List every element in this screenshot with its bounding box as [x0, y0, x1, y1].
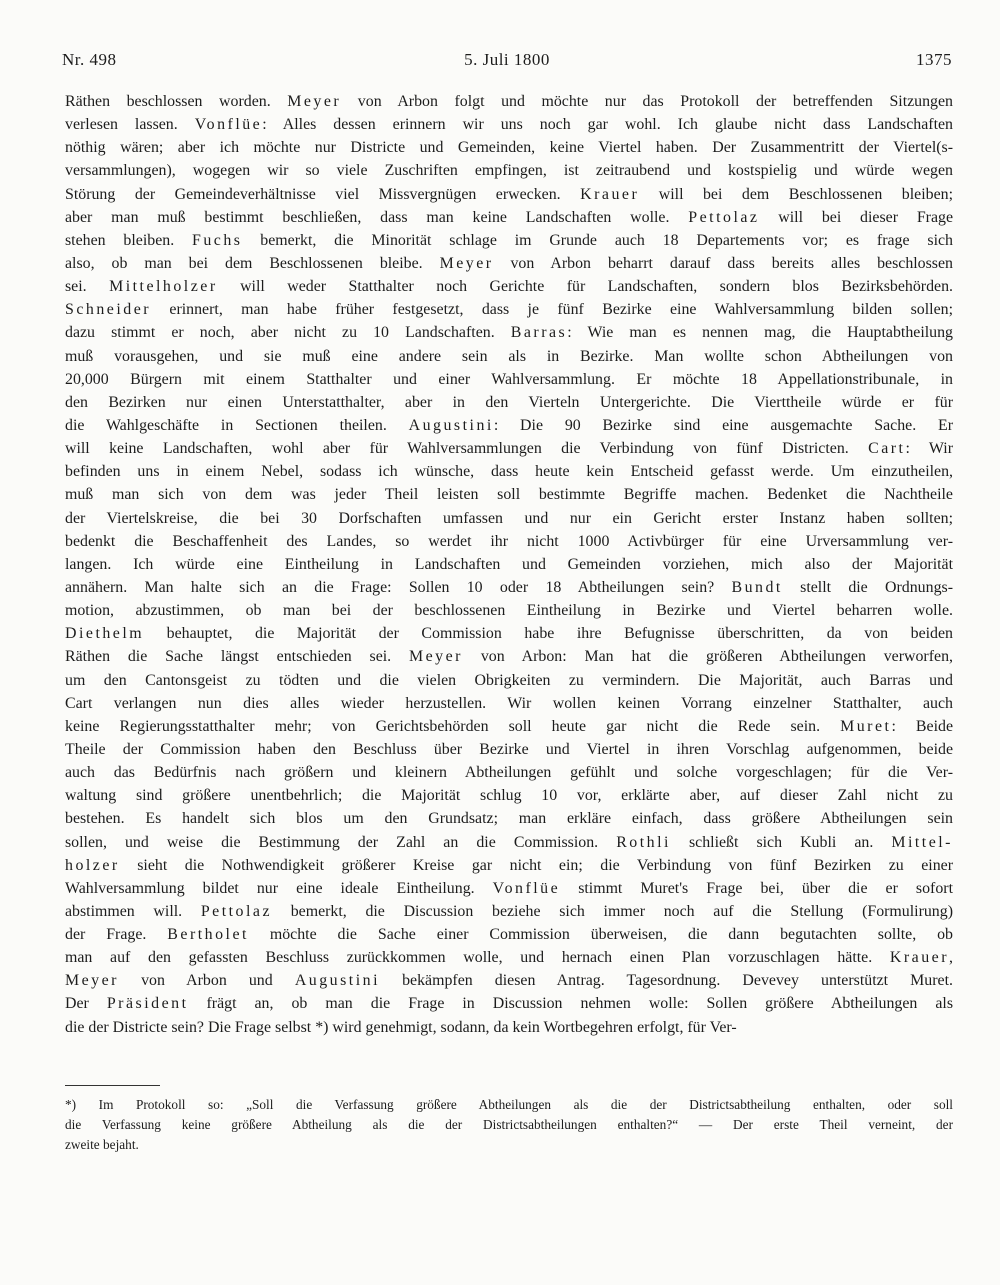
footnote-line: zweite bejaht. — [65, 1137, 139, 1152]
text-segment: : Beide — [891, 717, 953, 735]
text-segment: erinnert, man habe früher festgesetzt, dass je fünf Bezirke eine Wahlversammlung bilden sollen; — [151, 301, 953, 319]
text-segment: sieht die Nothwendigkeit größerer Kreise gar nicht ein; die Verbindung von fünf Bezirken zu einer — [119, 856, 953, 874]
speaker-name: Vonflüe — [492, 879, 561, 897]
body-line — [65, 877, 953, 900]
text-segment: Theile der Commission haben den Beschluss über Bezirke und Viertel in ihren Vorschlag aufgenommen, beide — [65, 740, 953, 758]
speaker-name: Augustini — [408, 416, 494, 434]
speaker-name: Meyer — [439, 254, 494, 272]
text-segment: bedenkt die Beschaffenheit des Landes, so werdet ihr nicht 1000 Activbürger für eine Urversammlung ver- — [65, 532, 953, 550]
text-segment: sollen, und weise die Bestimmung der Zahl an die Commission. — [65, 833, 617, 851]
body-line — [65, 136, 953, 159]
text-segment: man auf den gefassten Beschluss zurückkommen wolle, und hernach einen Plan vorzuschlagen hätte. — [65, 949, 890, 967]
body-line — [65, 368, 953, 391]
text-segment: Räthen beschlossen worden. — [65, 93, 288, 110]
text-segment: verlesen lassen. — [65, 116, 195, 134]
body-line — [65, 669, 953, 692]
text-segment: die der Districte sein? Die Frage selbst *) wird genehmigt, sodann, da kein Wortbegehren erfolgt, für Ver- — [65, 1018, 737, 1036]
text-segment: will bei dieser Frage — [759, 208, 953, 226]
speaker-name: Präsident — [106, 995, 189, 1013]
body-line — [65, 784, 953, 807]
text-segment: stimmt Muret's Frage bei, über die er sofort — [560, 879, 953, 897]
body-line — [65, 437, 953, 460]
speaker-name: Muret — [840, 717, 892, 735]
footnote-line: die Verfassung keine größere Abtheilung als die der Districtsabtheilungen enthalten?“ — Der erste Theil verneint, der — [65, 1117, 953, 1132]
text-segment: will keine Landschaften, wohl aber für Wahlversammlungen die Verbindung von fünf Districten. — [65, 440, 869, 458]
document-number: Nr. 498 — [62, 50, 117, 69]
speaker-name: Fuchs — [192, 231, 243, 249]
text-segment: keine Regierungsstatthalter mehr; von Gerichtsbehörden soll heute gar nicht die Rede sein. — [65, 717, 841, 735]
footnote-separator — [65, 1085, 160, 1086]
text-segment: Störung der Gemeindeverhältnisse viel Missvergnügen erwecken. — [65, 185, 581, 203]
text-segment: abstimmen will. — [65, 902, 201, 920]
text-segment: bemerkt, die Discussion beziehe sich immer noch auf die Stellung (Formulirung) — [272, 902, 953, 920]
body-line — [65, 599, 953, 622]
body-line — [65, 645, 953, 668]
text-segment: dazu stimmt er noch, aber nicht zu 10 Landschaften. — [65, 324, 511, 342]
text-segment: von Arbon und — [118, 972, 295, 990]
speaker-name: Meyer — [65, 972, 119, 990]
text-segment: muß vorausgehen, und sie muß eine andere sein als in Bezirke. Man wollte schon Abtheilungen von — [65, 347, 953, 365]
body-line — [65, 946, 953, 969]
speaker-name: Rothli — [616, 833, 671, 851]
text-segment: : Wie man es nennen mag, die Hauptabtheilung — [567, 324, 953, 342]
text-segment: um den Cantonsgeist zu tödten und die vielen Obrigkeiten zu vermindern. Die Majorität, auch Barras und — [65, 671, 953, 689]
body-line — [65, 807, 953, 830]
speaker-name: Krauer — [580, 185, 640, 203]
body-line — [65, 738, 953, 761]
text-segment: von Arbon beharrt darauf dass bereits alles beschlossen — [493, 254, 953, 272]
text-segment: will bei dem Beschlossenen bleiben; — [639, 185, 953, 203]
speaker-name: Schneider — [65, 301, 152, 319]
body-line — [65, 761, 953, 784]
body-line — [65, 692, 953, 715]
text-segment: von Arbon: Man hat die größeren Abtheilungen verworfen, — [462, 648, 953, 666]
body-line — [65, 298, 953, 321]
text-segment: : Wir — [905, 440, 953, 458]
text-segment: nöthig wären; aber ich möchte nur Districte und Gemeinden, keine Viertel haben. Der Zusammentritt der Viertel(s- — [65, 139, 953, 157]
text-segment: bekämpfen diesen Antrag. Tagesordnung. Devevey unterstützt Muret. — [380, 972, 953, 990]
text-segment: befinden uns in einem Nebel, sodass ich wünsche, dass heute kein Entscheid gefasst werde. Um einzutheilen, — [65, 463, 953, 481]
text-segment: motion, abzustimmen, ob man bei der beschlossenen Eintheilung in Bezirke und Viertel beharren wolle. — [65, 602, 953, 620]
text-segment: sei. — [65, 278, 110, 296]
page-number: 1375 — [916, 50, 952, 69]
body-line — [65, 507, 953, 530]
text-segment: behauptet, die Majorität der Commission habe ihre Befugnisse überschritten, da von beiden — [144, 625, 953, 643]
speaker-name: Augustini — [294, 972, 380, 990]
body-line — [65, 391, 953, 414]
page-date: 5. Juli 1800 — [464, 50, 550, 69]
text-segment: versammlungen), wogegen wir so viele Zuschriften empfingen, ist zeitraubend und kostspielig und würde wegen — [65, 162, 953, 180]
body-line — [65, 992, 953, 1015]
text-segment: aber man muß bestimmt beschließen, dass man keine Landschaften wolle. — [65, 208, 689, 226]
speaker-name: Mittel- — [891, 833, 953, 851]
body-line — [65, 900, 953, 923]
speaker-name: Pettolaz — [688, 208, 760, 226]
speaker-name: Meyer — [287, 93, 342, 110]
text-segment: Cart verlangen nun dies alles wieder herzustellen. Wir wollen keinen Vorrang einzelner Statthalter, auch — [65, 694, 953, 712]
body-line — [65, 460, 953, 483]
body-line — [65, 414, 953, 437]
text-segment: also, ob man bei dem Beschlossenen bleibe. — [65, 254, 440, 272]
speaker-name: Diethelm — [65, 625, 145, 643]
body-line — [65, 1016, 953, 1039]
text-segment: 20,000 Bürgern mit einem Statthalter und einer Wahlversammlung. Er möchte 18 Appellationstribunale, in — [65, 370, 953, 388]
page-header — [62, 50, 952, 74]
body-line — [65, 252, 953, 275]
speaker-name: Mittelholzer — [109, 278, 218, 296]
text-segment: frägt an, ob man die Frage in Discussion nehmen wolle: Sollen größere Abtheilungen als — [188, 995, 953, 1013]
text-segment: stehen bleiben. — [65, 231, 192, 249]
text-segment: will weder Statthalter noch Gerichte für Landschaften, sondern blos Bezirksbehörden. — [217, 278, 953, 296]
speaker-name: Meyer — [409, 648, 463, 666]
body-line — [65, 854, 953, 877]
text-segment: langen. Ich würde eine Eintheilung in Landschaften und Gemeinden vorziehen, mich also der Majorität — [65, 555, 953, 573]
footnote-line: *) Im Protokoll so: „Soll die Verfassung größere Abtheilungen als die der Districtsabtheilung enthalten, oder soll — [65, 1097, 953, 1112]
text-segment: der Viertelskreise, die bei 30 Dorfschaften umfassen und nur ein Gericht erster Instanz haben sollten; — [65, 509, 953, 527]
text-segment: möchte die Sache einer Commission überweisen, die dann begutachten sollte, ob — [248, 926, 953, 944]
text-segment: von Arbon folgt und möchte nur das Protokoll der betreffenden Sitzungen — [341, 93, 953, 110]
text-segment: die Wahlgeschäfte in Sectionen theilen. — [65, 416, 409, 434]
body-line — [65, 113, 953, 136]
body-line — [65, 183, 953, 206]
body-line — [65, 969, 953, 992]
body-line — [65, 530, 953, 553]
speaker-name: Barras — [510, 324, 568, 342]
speaker-name: holzer — [65, 856, 120, 874]
footnote — [65, 1095, 953, 1155]
text-segment: waltung sind größere unentbehrlich; die Majorität schlug 10 vor, erklärte aber, auf dieser Zahl nicht zu — [65, 787, 953, 805]
text-segment: bemerkt, die Minorität schlage im Grunde auch 18 Departements vor; es frage sich — [242, 231, 953, 249]
speaker-name: Cart — [868, 440, 906, 458]
text-segment: stellt die Ordnungs- — [782, 578, 953, 596]
text-segment: Der — [65, 995, 107, 1013]
text-segment: muß man sich von dem was jeder Theil leisten soll bestimmte Begriffe machen. Bedenket die Nachtheile — [65, 486, 953, 504]
body-line — [65, 321, 953, 344]
body-line — [65, 831, 953, 854]
body-line — [65, 483, 953, 506]
speaker-name: Vonflüe — [194, 116, 263, 134]
body-line — [65, 275, 953, 298]
body-line — [65, 345, 953, 368]
body-line — [65, 206, 953, 229]
speaker-name: Bundt — [731, 578, 783, 596]
body-line — [65, 622, 953, 645]
text-segment: annähern. Man halte sich an die Frage: Sollen 10 oder 18 Abtheilungen sein? — [65, 578, 732, 596]
speaker-name: Pettolaz — [200, 902, 273, 920]
body-line — [65, 923, 953, 946]
text-segment: der Frage. — [65, 926, 168, 944]
text-segment: bestehen. Es handelt sich blos um den Grundsatz; man erkläre einfach, dass größere Abtheilungen sein — [65, 810, 953, 828]
text-segment: schließt sich Kubli an. — [670, 833, 892, 851]
body-line — [65, 159, 953, 182]
text-segment: auch das Bedürfnis nach größern und kleinern Abtheilungen gefühlt und solche vorgeschlagen; für die Ver- — [65, 764, 953, 782]
text-segment: : Die 90 Bezirke sind eine ausgemachte Sache. Er — [493, 416, 953, 434]
body-line — [65, 576, 953, 599]
text-segment: , — [949, 949, 953, 967]
body-text — [65, 90, 953, 1039]
text-segment: Räthen die Sache längst entschieden sei. — [65, 648, 409, 666]
speaker-name: Krauer — [889, 949, 950, 967]
text-segment: den Bezirken nur einen Unterstatthalter, aber in den Vierteln Untergerichte. Die Vierttheile würde er für — [65, 393, 953, 411]
text-segment: : Alles dessen erinnern wir uns noch gar wohl. Ich glaube nicht dass Landschaften — [262, 116, 953, 134]
body-line — [65, 715, 953, 738]
body-line — [65, 90, 953, 113]
body-line — [65, 553, 953, 576]
speaker-name: Bertholet — [167, 926, 249, 944]
body-line — [65, 229, 953, 252]
text-segment: Wahlversammlung bildet nur eine ideale Eintheilung. — [65, 879, 493, 897]
